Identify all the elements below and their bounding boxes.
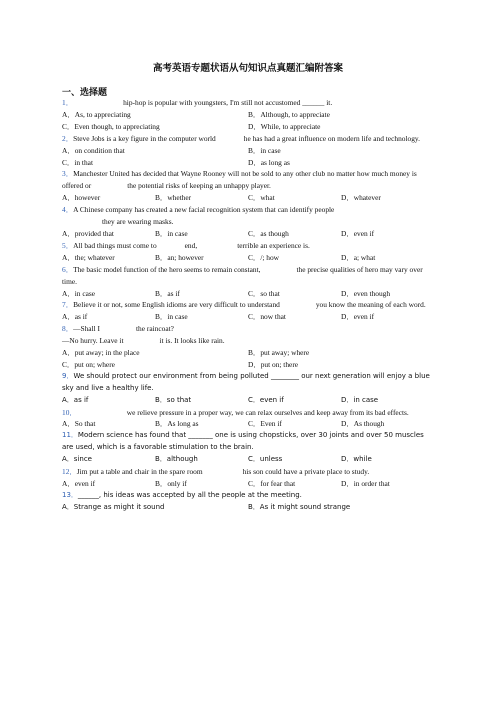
option-d[interactable]: D．in case [341,395,379,404]
question-3 [62,168,434,204]
question-stem: We should protect our environment from being polluted ________ our next generation will enjoy a blue sky and live a healthy life. [62,371,430,392]
option-a[interactable]: A．provided that [62,228,114,238]
option-d[interactable]: D．even though [341,288,391,298]
option-d[interactable]: D．in order that [341,479,390,488]
question-list [62,97,434,514]
section-heading: 一、选择题 [62,88,108,98]
question-2 [62,133,434,169]
question-number: 7． [62,300,74,310]
option-a[interactable]: A．the; whatever [62,252,115,262]
option-a[interactable]: A．however [62,193,101,203]
option-b[interactable]: B．whether [155,193,192,203]
option-a[interactable]: A．in case [62,288,96,298]
option-b[interactable]: B．put away; where [248,348,310,358]
question-stem: All bad things must come to [73,240,157,250]
question-number: 9． [62,371,74,380]
question-1 [62,97,434,133]
option-d[interactable]: D．a; what [341,252,376,262]
option-b[interactable]: B．in case [155,228,188,238]
question-stem: ______, his ideas was accepted by all the people at the meeting. [77,490,302,499]
option-a[interactable]: A．As, to appreciating [62,109,131,119]
option-a[interactable]: A．since [62,455,92,464]
option-b[interactable]: B．so that [155,395,192,404]
question-stem-cont: the precise qualities of hero may vary over time. [62,264,423,286]
question-stem: hip-hop is popular with youngsters, I'm still not accustomed ______ it. [123,98,333,107]
option-b[interactable]: B．as if [155,288,180,298]
option-c[interactable]: C．/; how [248,252,280,262]
option-c[interactable]: C．even if [248,395,284,404]
option-b[interactable]: B．Although, to appreciate [248,109,330,119]
option-c[interactable]: C．as though [248,228,289,238]
option-a[interactable]: A．So that [62,419,96,429]
question-7 [62,299,434,323]
question-5 [62,240,434,264]
option-c[interactable]: C．what [248,193,275,203]
question-stem-cont: the raincoat? [136,324,174,334]
option-d[interactable]: D．put on; there [248,359,299,369]
question-11 [62,430,434,466]
option-b[interactable]: B．only if [155,479,187,488]
option-b[interactable]: B．in case [248,145,281,155]
question-stem: —Shall I [73,324,100,334]
question-number: 5． [62,240,74,250]
question-12 [62,466,434,490]
question-stem: A Chinese company has created a new facial recognition system that can identify people [73,205,335,215]
question-stem: The basic model function of the hero seems to remain constant, [73,264,261,274]
document-title: 高考英语专题状语从句知识点真题汇编附答案 [152,63,343,74]
question-9 [62,371,434,407]
option-d[interactable]: D．While, to appreciate [248,121,321,131]
question-stem: Steve Jobs is a key figure in the computer world [73,133,216,143]
option-c[interactable]: C．unless [248,455,283,464]
question-number: 2． [62,133,74,143]
question-number: 10． [62,407,77,417]
question-number: 3． [62,169,74,179]
option-c[interactable]: C．so that [248,288,280,298]
option-a[interactable]: A．on condition that [62,145,125,155]
question-stem: Jim put a table and chair in the spare room [76,467,203,477]
question-stem-cont: he has had a great influence on modern life and technology. [243,133,420,143]
option-b[interactable]: B．although [155,455,198,464]
question-number: 12． [62,467,77,477]
option-b[interactable]: B．As long as [155,419,199,429]
option-d[interactable]: D．whatever [341,193,381,203]
option-d[interactable]: D．even if [341,312,375,322]
option-c[interactable]: C．now that [248,312,286,322]
option-c[interactable]: C．Even if [248,419,282,429]
question-stem-cont: end, [184,240,198,250]
question-stem-cont: they are wearing masks. [102,217,174,227]
question-stem-cont: it is. It looks like rain. [159,336,225,346]
question-number: 6． [62,264,74,274]
option-a[interactable]: A．Strange as might it sound [62,502,165,511]
option-a[interactable]: A．even if [62,479,96,488]
option-c[interactable]: C．Even though, to appreciating [62,121,160,131]
question-4 [62,204,434,240]
option-b[interactable]: B．in case [155,312,188,322]
question-6 [62,264,434,300]
question-stem-cont: terrible an experience is. [237,240,310,250]
question-13 [62,490,434,514]
option-d[interactable]: D．As though [341,419,385,429]
question-number: 1． [62,98,74,107]
question-8 [62,323,434,371]
question-stem: Believe it or not, some English idioms are very difficult to understand [73,300,280,310]
question-number: 11． [62,431,78,440]
question-stem: we relieve pressure in a proper way, we can relax ourselves and keep away from its bad effects. [126,407,409,417]
option-a[interactable]: A．as if [62,395,89,404]
question-stem-cont: you know the meaning of each word. [315,300,426,310]
question-stem: Manchester United has decided that Wayne Rooney will not be sold to any other club no matter how much money is offered or [62,169,417,191]
question-stem: Modern science has found that _______ one is using chopsticks, over 30 joints and over 50 muscles are used, which is a favorable stimulation to the brain. [62,431,424,452]
option-b[interactable]: B．an; however [155,252,204,262]
option-c[interactable]: C．for fear that [248,479,296,488]
option-d[interactable]: D．while [341,455,372,464]
option-a[interactable]: A．as if [62,312,88,322]
question-stem-cont: —No hurry. Leave it [62,336,124,346]
question-10 [62,407,434,431]
option-c[interactable]: C．put on; where [62,359,115,369]
option-d[interactable]: D．as long as [248,157,290,167]
option-c[interactable]: C．in that [62,157,93,167]
option-b[interactable]: B．As it might sound strange [248,502,351,511]
question-number: 13． [62,490,78,499]
question-number: 4． [62,205,74,215]
option-d[interactable]: D．even if [341,228,375,238]
option-a[interactable]: A．put away; in the place [62,348,140,358]
question-stem-cont: his son could have a private place to study. [242,467,370,477]
question-number: 8． [62,324,74,334]
question-stem-cont: the potential risks of keeping an unhappy player. [127,181,271,191]
